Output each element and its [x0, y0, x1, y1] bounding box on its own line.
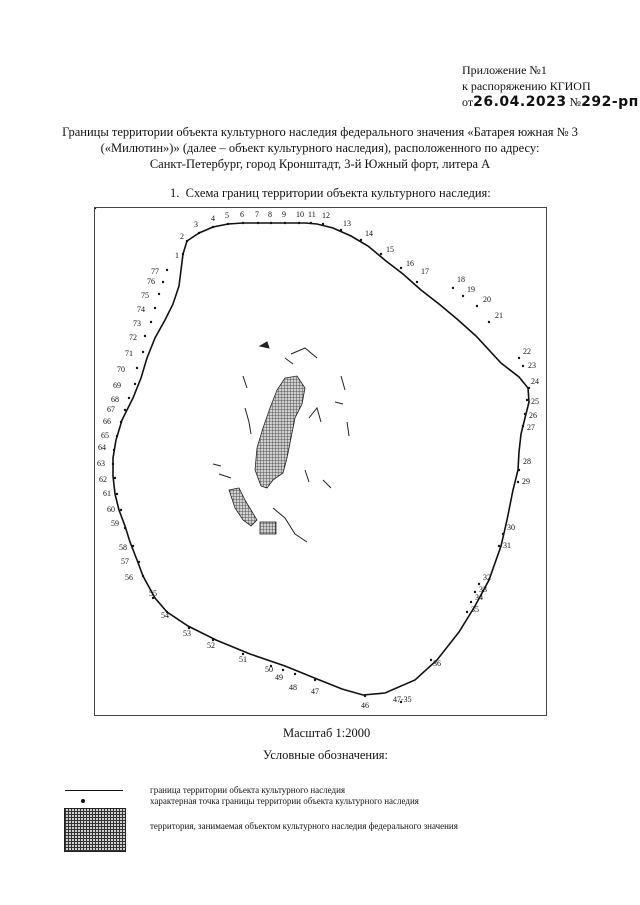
boundary-point-label: 15	[386, 245, 394, 254]
legend-hatch-symbol	[64, 808, 126, 852]
boundary-point-label: 3	[194, 220, 198, 229]
boundary-point-label: 52	[207, 641, 215, 650]
boundary-point	[162, 281, 164, 283]
boundary-point-label: 20	[483, 295, 491, 304]
boundary-point-label: 27	[527, 423, 535, 432]
boundary-point	[116, 493, 118, 495]
boundary-point	[113, 449, 115, 451]
boundary-point-label: 59	[111, 519, 119, 528]
boundary-point-label: 51	[239, 655, 247, 664]
boundary-point-label: 28	[523, 457, 531, 466]
appendix-block	[462, 62, 639, 110]
boundary-point	[522, 365, 524, 367]
boundary-point-label: 47	[311, 687, 319, 696]
boundary-point-label: 24	[531, 377, 539, 386]
heritage-object-area	[255, 376, 305, 488]
boundary-point	[124, 527, 126, 529]
boundary-point-label: 34	[475, 593, 483, 602]
scale-label: Масштаб 1:2000	[283, 726, 371, 740]
boundary-point-label: 61	[103, 489, 111, 498]
boundary-point	[128, 397, 130, 399]
boundary-point	[186, 240, 188, 242]
boundary-point	[526, 399, 528, 401]
boundary-point	[340, 229, 342, 231]
boundary-point	[294, 673, 296, 675]
boundary-point-label: 13	[343, 219, 351, 228]
boundary-point-label: 54	[161, 611, 169, 620]
boundary-point	[518, 469, 520, 471]
boundary-point-label: 32	[483, 573, 491, 582]
boundary-point-label: 64	[98, 443, 106, 452]
boundary-point-label: 4	[211, 214, 215, 223]
boundary-point-label: 65	[101, 431, 109, 440]
boundary-point	[166, 269, 168, 271]
boundary-point-label	[95, 208, 103, 210]
boundary-point	[257, 222, 259, 224]
appendix-prefix: от	[462, 95, 474, 109]
boundary-point-label: 60	[107, 505, 115, 514]
boundary-point	[462, 295, 464, 297]
boundary-point-label: 31	[503, 541, 511, 550]
boundary-point	[227, 223, 229, 225]
boundary-point-label: 77	[151, 267, 159, 276]
boundary-point	[116, 435, 118, 437]
boundary-point-label: 19	[467, 285, 475, 294]
boundary-point	[144, 335, 146, 337]
boundary-point	[430, 659, 432, 661]
boundary-point-label: 36	[433, 659, 441, 668]
boundary-point	[360, 239, 362, 241]
boundary-point	[498, 545, 500, 547]
boundary-point-label: 58	[119, 543, 127, 552]
boundary-point	[150, 321, 152, 323]
boundary-point	[158, 293, 160, 295]
title-line1: Границы территории объекта культурного наследия федерального значения «Батарея южная № 3	[62, 125, 578, 139]
boundary-point-label: 5	[225, 211, 229, 220]
boundary-point-label: 74	[137, 305, 145, 314]
boundary-point	[270, 222, 272, 224]
boundary-point	[470, 601, 472, 603]
heritage-object-area-small	[260, 522, 276, 534]
boundary-point-label: 7	[255, 210, 259, 219]
boundary-point-label: 69	[113, 381, 121, 390]
boundary-point-label: 47-35	[393, 695, 412, 704]
boundary-point-label: 16	[406, 259, 414, 268]
boundary-point-label: 8	[268, 210, 272, 219]
boundary-point-label: 30	[507, 523, 515, 532]
boundary-point	[136, 367, 138, 369]
boundary-point	[476, 305, 478, 307]
boundary-point	[524, 413, 526, 415]
boundary-point-label: 67	[107, 405, 115, 414]
boundary-point	[528, 387, 530, 389]
title-line2: («Милютин»)» (далее – объект культурного наследия), расположенного по адресу:	[100, 141, 540, 155]
legend-dot-symbol	[81, 799, 85, 803]
boundary-point-label: 10	[296, 210, 304, 219]
boundary-point	[112, 463, 114, 465]
boundary-point-label: 55	[149, 589, 157, 598]
appendix-line1: Приложение №1	[462, 63, 547, 77]
boundary-point-label: 75	[141, 291, 149, 300]
appendix-date: 26.04.2023	[473, 94, 567, 110]
boundary-point-label: 14	[365, 229, 373, 238]
boundary-point	[198, 232, 200, 234]
boundary-point-label: 48	[289, 683, 297, 692]
boundary-point	[322, 223, 324, 225]
section-number: 1.	[170, 186, 180, 200]
boundary-point	[154, 307, 156, 309]
boundary-point-label: 57	[121, 557, 129, 566]
boundary-point	[314, 679, 316, 681]
boundary-point	[364, 695, 366, 697]
boundary-point-label: 33	[479, 585, 487, 594]
title-line3: Санкт-Петербург, город Кронштадт, 3-й Южный форт, литера А	[149, 157, 491, 171]
boundary-point-label: 21	[495, 311, 503, 320]
boundary-point-label: 23	[528, 361, 536, 370]
boundary-point-label: 25	[531, 397, 539, 406]
boundary-point-label: 35	[471, 605, 479, 614]
boundary-point	[416, 281, 418, 283]
boundary-point-label: 12	[322, 211, 330, 220]
appendix-number: 292-рп	[581, 94, 639, 110]
section-label: Схема границ территории объекта культурного наследия:	[185, 186, 491, 200]
boundary-point	[142, 575, 144, 577]
boundary-point	[138, 561, 140, 563]
section-heading	[170, 186, 491, 201]
boundary-point-label: 11	[308, 210, 316, 219]
boundary-point-label: 50	[265, 665, 273, 674]
boundary-point-label: 62	[99, 475, 107, 484]
appendix-line3	[462, 94, 639, 110]
boundary-point	[134, 383, 136, 385]
boundary-point	[466, 611, 468, 613]
boundary-point-label: 73	[133, 319, 141, 328]
boundary-point-label: 17	[421, 267, 429, 276]
boundary-point	[242, 222, 244, 224]
heritage-object-area-south	[229, 488, 257, 526]
boundary-point	[522, 425, 524, 427]
boundary-point-label: 68	[111, 395, 119, 404]
boundary-point	[518, 357, 520, 359]
legend-line-symbol	[65, 790, 123, 791]
appendix-line2: к распоряжению КГИОП	[462, 79, 591, 93]
document-title	[40, 124, 600, 172]
scheme-map	[95, 208, 546, 715]
boundary-point	[132, 545, 134, 547]
boundary-point	[282, 669, 284, 671]
boundary-point	[212, 226, 214, 228]
boundary-point-label: 6	[240, 210, 244, 219]
boundary-point	[182, 253, 184, 255]
boundary-point	[310, 222, 312, 224]
boundary-point-label: 2	[180, 232, 184, 241]
boundary-point-label: 18	[457, 275, 465, 284]
legend-item-boundary: граница территории объекта культурного наследия	[150, 785, 346, 795]
boundary-point-label: 9	[282, 210, 286, 219]
boundary-point	[114, 477, 116, 479]
boundary-point	[488, 321, 490, 323]
boundary-point	[284, 222, 286, 224]
boundary-point-label: 46	[361, 701, 369, 710]
boundary-point-label: 66	[103, 417, 111, 426]
legend-item-heritage-area: территория, занимаемая объектом культурного наследия федерального значения	[150, 821, 458, 831]
boundary-point	[298, 222, 300, 224]
boundary-point	[452, 287, 454, 289]
boundary-point-label: 72	[129, 333, 137, 342]
boundary-point	[142, 351, 144, 353]
boundary-point-label: 70	[117, 365, 125, 374]
boundary-point-label: 29	[522, 477, 530, 486]
boundary-point	[380, 253, 382, 255]
boundary-point-label: 63	[97, 459, 105, 468]
boundary-point-label: 26	[529, 411, 537, 420]
boundary-point-label: 22	[523, 347, 531, 356]
appendix-num-prefix: №	[569, 95, 582, 109]
boundary-point-label: 56	[125, 573, 133, 582]
boundary-point	[517, 481, 519, 483]
boundary-point	[400, 267, 402, 269]
boundary-point-label: 1	[175, 251, 179, 260]
scheme-frame	[94, 207, 547, 716]
boundary-point-labels	[95, 208, 539, 710]
legend-item-point: характерная точка границы территории объекта культурного наследия	[150, 796, 419, 806]
boundary-point-label: 71	[125, 349, 133, 358]
boundary-point-label: 53	[183, 629, 191, 638]
boundary-point	[120, 509, 122, 511]
boundary-point-label: 49	[275, 673, 283, 682]
boundary-point-label: 76	[147, 277, 155, 286]
boundary-point	[120, 421, 122, 423]
legend-title: Условные обозначения:	[263, 748, 389, 762]
boundary-point	[124, 409, 126, 411]
boundary-point	[502, 533, 504, 535]
